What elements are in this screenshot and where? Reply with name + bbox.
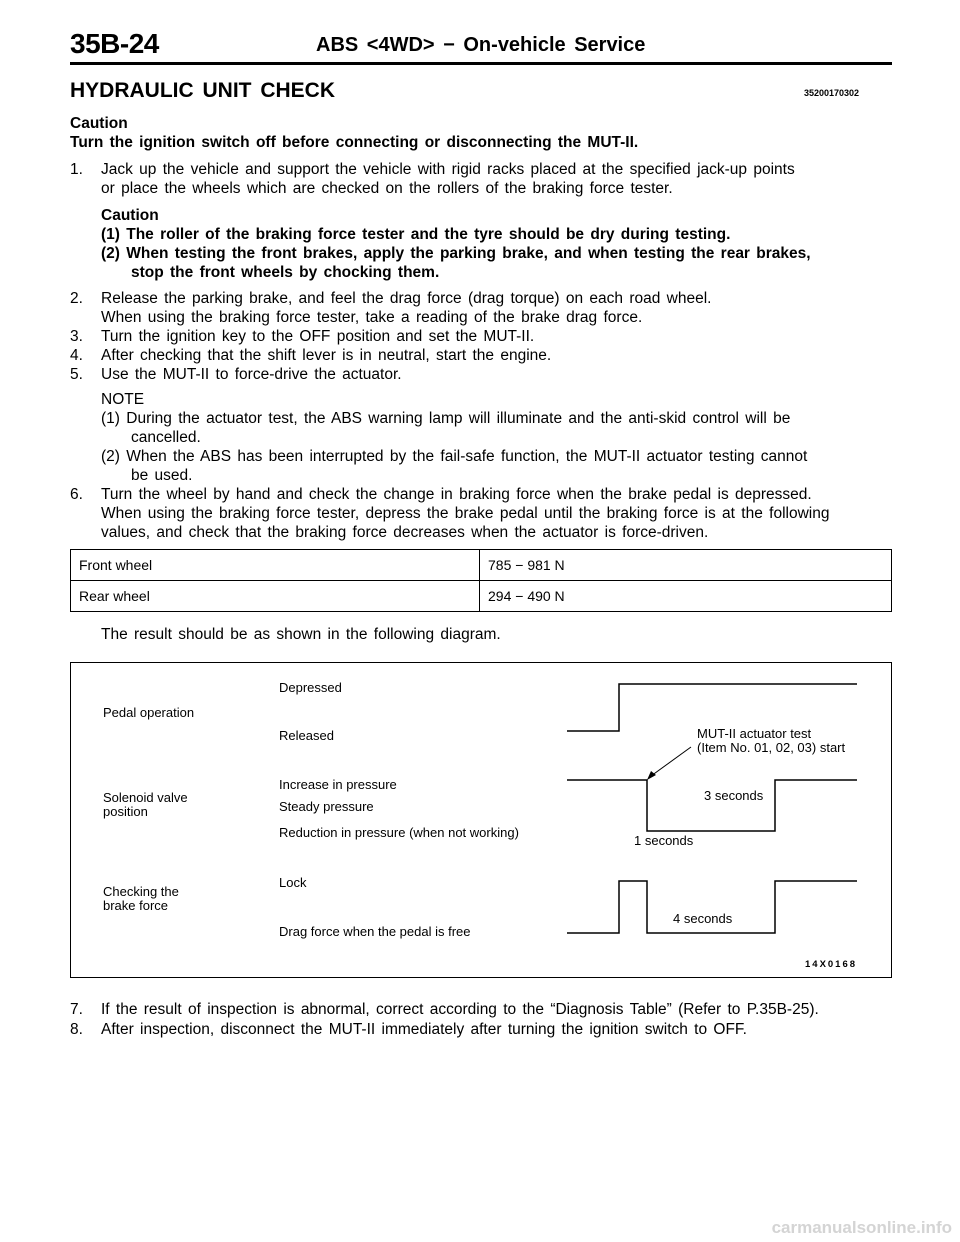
page-header-title: ABS <4WD> − On-vehicle Service bbox=[316, 34, 646, 56]
reduction-pressure-label: Reduction in pressure (when not working) bbox=[279, 825, 519, 840]
checking-label-2: brake force bbox=[103, 898, 169, 913]
lock-label: Lock bbox=[279, 875, 307, 890]
drag-force-label: Drag force when the pedal is free bbox=[279, 924, 471, 939]
note-item1-line1: (1) During the actuator test, the ABS warning lamp will illuminate and the anti-skid control will be bbox=[101, 410, 791, 427]
step5-text: Use the MUT-II to force-drive the actuator. bbox=[101, 366, 402, 383]
step6-line3: values, and check that the braking force decreases when the actuator is force-driven. bbox=[101, 524, 709, 541]
step-number: 7. bbox=[70, 1001, 83, 1018]
table-row bbox=[71, 550, 892, 581]
spec-label: Rear wheel bbox=[71, 581, 480, 612]
actuator-test-label-1: MUT-II actuator test bbox=[697, 726, 812, 741]
actuator-test-label-2: (Item No. 01, 02, 03) start bbox=[697, 740, 846, 755]
step4-text: After checking that the shift lever is in neutral, start the engine. bbox=[101, 347, 552, 364]
spec-label: Front wheel bbox=[71, 550, 480, 581]
timing-diagram bbox=[70, 662, 892, 978]
step-number: 8. bbox=[70, 1021, 83, 1038]
figure-code: 14X0168 bbox=[805, 959, 858, 970]
step-number: 6. bbox=[70, 486, 83, 503]
steady-pressure-label: Steady pressure bbox=[279, 799, 374, 814]
step6-line1: Turn the wheel by hand and check the change in braking force when the brake pedal is depressed. bbox=[101, 486, 812, 503]
step-number: 4. bbox=[70, 347, 83, 364]
caution-text: Turn the ignition switch off before connecting or disconnecting the MUT-II. bbox=[70, 134, 639, 151]
checking-label-1: Checking the bbox=[103, 884, 179, 899]
step1-line1: Jack up the vehicle and support the vehicle with rigid racks placed at the specified jack-up points bbox=[101, 161, 795, 178]
note-item1-line2: cancelled. bbox=[131, 429, 201, 446]
step7-text: If the result of inspection is abnormal, correct according to the “Diagnosis Table” (Refer to P.35B-25). bbox=[101, 1001, 819, 1018]
one-seconds-label: 1 seconds bbox=[634, 833, 694, 848]
step1-line2: or place the wheels which are checked on the rollers of the braking force tester. bbox=[101, 180, 673, 197]
pedal-waveform bbox=[567, 684, 857, 731]
step-number: 1. bbox=[70, 161, 83, 178]
sub-caution-item2-line1: (2) When testing the front brakes, apply the parking brake, and when testing the rear brakes, bbox=[101, 245, 811, 262]
increase-pressure-label: Increase in pressure bbox=[279, 777, 397, 792]
leader-line bbox=[651, 747, 691, 776]
note-item2-line1: (2) When the ABS has been interrupted by the fail-safe function, the MUT-II actuator testing cannot bbox=[101, 448, 808, 465]
page-number: 35B-24 bbox=[70, 28, 159, 59]
spec-table bbox=[70, 549, 892, 612]
footer-watermark: carmanualsonline.info bbox=[771, 1218, 952, 1237]
step-number: 2. bbox=[70, 290, 83, 307]
result-text: The result should be as shown in the following diagram. bbox=[101, 626, 501, 643]
sub-caution-label: Caution bbox=[101, 207, 159, 224]
step-number: 5. bbox=[70, 366, 83, 383]
section-code: 35200170302 bbox=[804, 88, 860, 98]
step8-text: After inspection, disconnect the MUT-II immediately after turning the ignition switch to OFF. bbox=[101, 1021, 747, 1038]
step3-text: Turn the ignition key to the OFF position and set the MUT-II. bbox=[101, 328, 535, 345]
spec-value: 785 − 981 N bbox=[480, 550, 892, 581]
sub-caution-item2-line2: stop the front wheels by chocking them. bbox=[131, 264, 440, 281]
note-label: NOTE bbox=[101, 391, 145, 408]
four-seconds-label: 4 seconds bbox=[673, 911, 733, 926]
spec-value: 294 − 490 N bbox=[480, 581, 892, 612]
solenoid-label-2: position bbox=[103, 804, 148, 819]
header-rule bbox=[70, 62, 892, 65]
sub-caution-item1: (1) The roller of the braking force tester and the tyre should be dry during testing. bbox=[101, 226, 731, 243]
step6-line2: When using the braking force tester, depress the brake pedal until the braking force is at the following bbox=[101, 505, 830, 522]
leader-arrowhead bbox=[647, 771, 656, 780]
table-row bbox=[71, 581, 892, 612]
solenoid-label-1: Solenoid valve bbox=[103, 790, 188, 805]
step2-line2: When using the braking force tester, take a reading of the brake drag force. bbox=[101, 309, 643, 326]
step2-line1: Release the parking brake, and feel the drag force (drag torque) on each road wheel. bbox=[101, 290, 712, 307]
released-label: Released bbox=[279, 728, 334, 743]
note-item2-line2: be used. bbox=[131, 467, 193, 484]
step-number: 3. bbox=[70, 328, 83, 345]
section-title: HYDRAULIC UNIT CHECK bbox=[70, 79, 335, 102]
caution-label: Caution bbox=[70, 115, 128, 132]
depressed-label: Depressed bbox=[279, 680, 342, 695]
timing-diagram-lines bbox=[71, 663, 893, 979]
pedal-operation-label: Pedal operation bbox=[103, 705, 195, 720]
three-seconds-label: 3 seconds bbox=[704, 788, 764, 803]
